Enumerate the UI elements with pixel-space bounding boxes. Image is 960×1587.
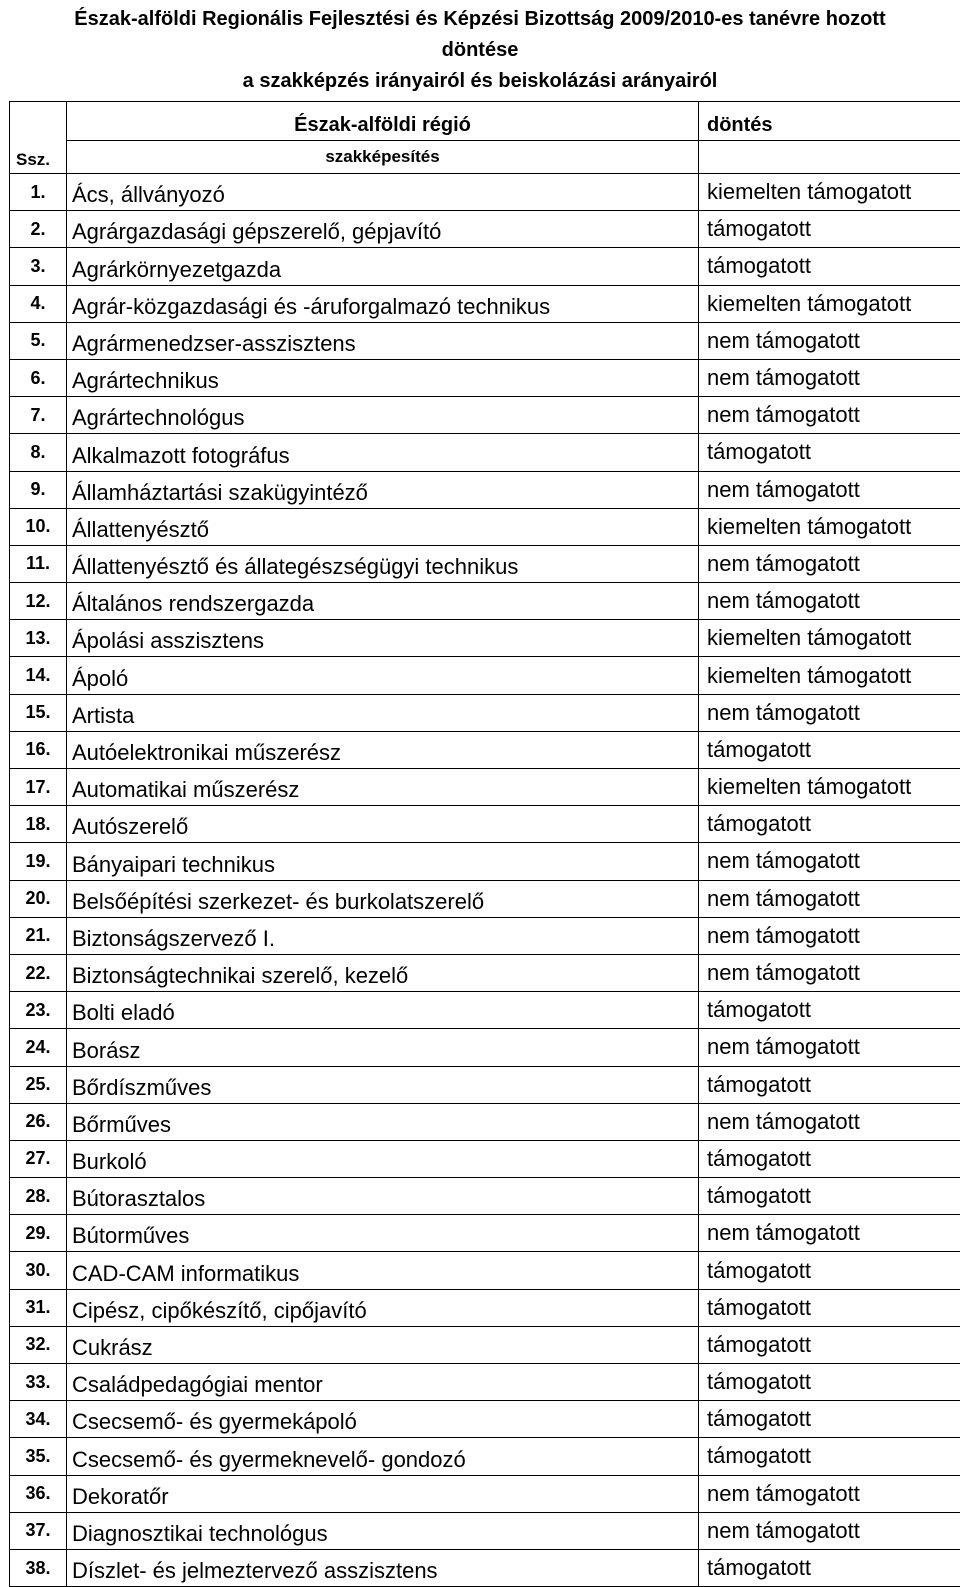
decision-value: támogatott xyxy=(699,1401,960,1438)
row-number: 26. xyxy=(10,1103,67,1140)
col-header-region: Észak-alföldi régió xyxy=(67,102,699,141)
table-row xyxy=(10,248,960,285)
decision-value: támogatott xyxy=(699,1066,960,1103)
decision-value: támogatott xyxy=(699,1438,960,1475)
title-line-2: döntése xyxy=(5,35,955,66)
row-number: 31. xyxy=(10,1289,67,1326)
table-row xyxy=(10,508,960,545)
decision-value: támogatott xyxy=(699,1289,960,1326)
table-row xyxy=(10,1475,960,1512)
decision-value: kiemelten támogatott xyxy=(699,657,960,694)
table-row xyxy=(10,843,960,880)
row-number: 9. xyxy=(10,471,67,508)
row-number: 13. xyxy=(10,620,67,657)
row-number: 6. xyxy=(10,359,67,396)
decision-value: nem támogatott xyxy=(699,917,960,954)
qualification-name: Csecsemő- és gyermeknevelő- gondozó xyxy=(67,1438,699,1475)
qualification-name: Agrártechnológus xyxy=(67,397,699,434)
table-row xyxy=(10,583,960,620)
row-number: 7. xyxy=(10,397,67,434)
decision-value: nem támogatott xyxy=(699,471,960,508)
table-row xyxy=(10,1029,960,1066)
row-number: 29. xyxy=(10,1215,67,1252)
table-row xyxy=(10,211,960,248)
table-row xyxy=(10,1103,960,1140)
row-number: 22. xyxy=(10,954,67,991)
table-row xyxy=(10,954,960,991)
table-row xyxy=(10,359,960,396)
row-number: 38. xyxy=(10,1549,67,1586)
qualification-name: Automatikai műszerész xyxy=(67,769,699,806)
qualification-name: Állattenyésztő és állategészségügyi technikus xyxy=(67,545,699,582)
decision-value: nem támogatott xyxy=(699,359,960,396)
col-header-ssz: Ssz. xyxy=(10,102,67,174)
table-row xyxy=(10,174,960,211)
table-row xyxy=(10,1178,960,1215)
decision-value: kiemelten támogatott xyxy=(699,174,960,211)
row-number: 30. xyxy=(10,1252,67,1289)
qualification-name: Autószerelő xyxy=(67,806,699,843)
row-number: 4. xyxy=(10,285,67,322)
table-row xyxy=(10,434,960,471)
table-row xyxy=(10,1549,960,1586)
qualification-name: Bőrműves xyxy=(67,1103,699,1140)
qualification-name: Agrár-közgazdasági és -áruforgalmazó technikus xyxy=(67,285,699,322)
qualification-name: Belsőépítési szerkezet- és burkolatszerelő xyxy=(67,880,699,917)
table-row xyxy=(10,1289,960,1326)
decision-value: nem támogatott xyxy=(699,397,960,434)
header-row-1 xyxy=(10,102,960,141)
table-row xyxy=(10,620,960,657)
qualification-name: Ápoló xyxy=(67,657,699,694)
title-line-1: Észak-alföldi Regionális Fejlesztési és Képzési Bizottság 2009/2010-es tanévre hozott xyxy=(5,4,955,35)
row-number: 12. xyxy=(10,583,67,620)
col-header-qualification: szakképesítés xyxy=(67,141,699,174)
row-number: 33. xyxy=(10,1364,67,1401)
table-row xyxy=(10,322,960,359)
row-number: 36. xyxy=(10,1475,67,1512)
decision-value: támogatott xyxy=(699,1252,960,1289)
table-row xyxy=(10,806,960,843)
qualification-name: Alkalmazott fotográfus xyxy=(67,434,699,471)
row-number: 3. xyxy=(10,248,67,285)
header-empty-cell xyxy=(699,141,960,174)
row-number: 27. xyxy=(10,1140,67,1177)
qualification-name: Családpedagógiai mentor xyxy=(67,1364,699,1401)
qualification-name: Dekoratőr xyxy=(67,1475,699,1512)
qualification-name: Agrárkörnyezetgazda xyxy=(67,248,699,285)
row-number: 34. xyxy=(10,1401,67,1438)
row-number: 14. xyxy=(10,657,67,694)
qualification-name: Bolti eladó xyxy=(67,992,699,1029)
row-number: 18. xyxy=(10,806,67,843)
row-number: 5. xyxy=(10,322,67,359)
qualification-name: Agrártechnikus xyxy=(67,359,699,396)
table-row xyxy=(10,397,960,434)
row-number: 8. xyxy=(10,434,67,471)
decision-value: kiemelten támogatott xyxy=(699,285,960,322)
qualification-name: Burkoló xyxy=(67,1140,699,1177)
qualification-name: Bányaipari technikus xyxy=(67,843,699,880)
row-number: 10. xyxy=(10,508,67,545)
header-row-2 xyxy=(10,141,960,174)
decision-value: nem támogatott xyxy=(699,843,960,880)
decision-value: nem támogatott xyxy=(699,1215,960,1252)
table-row xyxy=(10,471,960,508)
decision-value: kiemelten támogatott xyxy=(699,620,960,657)
qualification-name: Bútorasztalos xyxy=(67,1178,699,1215)
row-number: 23. xyxy=(10,992,67,1029)
document-title xyxy=(5,4,955,97)
qualification-name: Bőrdíszműves xyxy=(67,1066,699,1103)
qualification-name: Állattenyésztő xyxy=(67,508,699,545)
table-row xyxy=(10,1215,960,1252)
table-row xyxy=(10,1401,960,1438)
table-row xyxy=(10,1512,960,1549)
row-number: 1. xyxy=(10,174,67,211)
qualification-name: Államháztartási szakügyintéző xyxy=(67,471,699,508)
row-number: 17. xyxy=(10,769,67,806)
table-row xyxy=(10,1066,960,1103)
decision-value: támogatott xyxy=(699,806,960,843)
decision-value: támogatott xyxy=(699,1364,960,1401)
qualification-name: Ápolási asszisztens xyxy=(67,620,699,657)
table-row xyxy=(10,992,960,1029)
qualification-name: Autóelektronikai műszerész xyxy=(67,731,699,768)
decision-value: támogatott xyxy=(699,1326,960,1363)
table-row xyxy=(10,694,960,731)
row-number: 19. xyxy=(10,843,67,880)
decision-value: támogatott xyxy=(699,211,960,248)
decision-value: nem támogatott xyxy=(699,694,960,731)
qualification-name: Artista xyxy=(67,694,699,731)
row-number: 35. xyxy=(10,1438,67,1475)
qualification-name: Biztonságtechnikai szerelő, kezelő xyxy=(67,954,699,991)
row-number: 20. xyxy=(10,880,67,917)
table-row xyxy=(10,285,960,322)
qualification-name: Díszlet- és jelmeztervező asszisztens xyxy=(67,1549,699,1586)
decision-value: nem támogatott xyxy=(699,954,960,991)
decision-value: nem támogatott xyxy=(699,1029,960,1066)
table-row xyxy=(10,731,960,768)
decision-value: támogatott xyxy=(699,1178,960,1215)
table-row xyxy=(10,1252,960,1289)
table-row xyxy=(10,880,960,917)
table-row xyxy=(10,1438,960,1475)
decision-value: nem támogatott xyxy=(699,545,960,582)
qualification-name: Bútorműves xyxy=(67,1215,699,1252)
row-number: 2. xyxy=(10,211,67,248)
decision-value: támogatott xyxy=(699,992,960,1029)
table-row xyxy=(10,657,960,694)
decision-value: támogatott xyxy=(699,1549,960,1586)
decision-value: kiemelten támogatott xyxy=(699,769,960,806)
row-number: 21. xyxy=(10,917,67,954)
table-row xyxy=(10,917,960,954)
table-row xyxy=(10,1326,960,1363)
col-header-decision: döntés xyxy=(699,102,960,141)
decision-value: nem támogatott xyxy=(699,1512,960,1549)
qualification-name: Ács, állványozó xyxy=(67,174,699,211)
row-number: 24. xyxy=(10,1029,67,1066)
decision-value: nem támogatott xyxy=(699,1475,960,1512)
decision-value: támogatott xyxy=(699,1140,960,1177)
row-number: 28. xyxy=(10,1178,67,1215)
decision-value: támogatott xyxy=(699,434,960,471)
table-row xyxy=(10,1364,960,1401)
table-row xyxy=(10,1140,960,1177)
qualification-name: Diagnosztikai technológus xyxy=(67,1512,699,1549)
table-row xyxy=(10,545,960,582)
qualification-name: Agrárgazdasági gépszerelő, gépjavító xyxy=(67,211,699,248)
row-number: 15. xyxy=(10,694,67,731)
qualification-name: Csecsemő- és gyermekápoló xyxy=(67,1401,699,1438)
qualification-name: Cipész, cipőkészítő, cipőjavító xyxy=(67,1289,699,1326)
decision-value: nem támogatott xyxy=(699,322,960,359)
row-number: 32. xyxy=(10,1326,67,1363)
row-number: 25. xyxy=(10,1066,67,1103)
qualification-name: Biztonságszervező I. xyxy=(67,917,699,954)
row-number: 37. xyxy=(10,1512,67,1549)
decision-value: támogatott xyxy=(699,248,960,285)
decision-value: nem támogatott xyxy=(699,583,960,620)
decision-value: nem támogatott xyxy=(699,1103,960,1140)
decision-table xyxy=(9,101,960,1587)
qualification-name: Agrármenedzser-asszisztens xyxy=(67,322,699,359)
decision-value: kiemelten támogatott xyxy=(699,508,960,545)
title-line-3: a szakképzés irányairól és beiskolázási arányairól xyxy=(5,66,955,97)
row-number: 11. xyxy=(10,545,67,582)
row-number: 16. xyxy=(10,731,67,768)
table-row xyxy=(10,769,960,806)
qualification-name: CAD-CAM informatikus xyxy=(67,1252,699,1289)
decision-value: nem támogatott xyxy=(699,880,960,917)
qualification-name: Cukrász xyxy=(67,1326,699,1363)
qualification-name: Borász xyxy=(67,1029,699,1066)
decision-value: támogatott xyxy=(699,731,960,768)
qualification-name: Általános rendszergazda xyxy=(67,583,699,620)
